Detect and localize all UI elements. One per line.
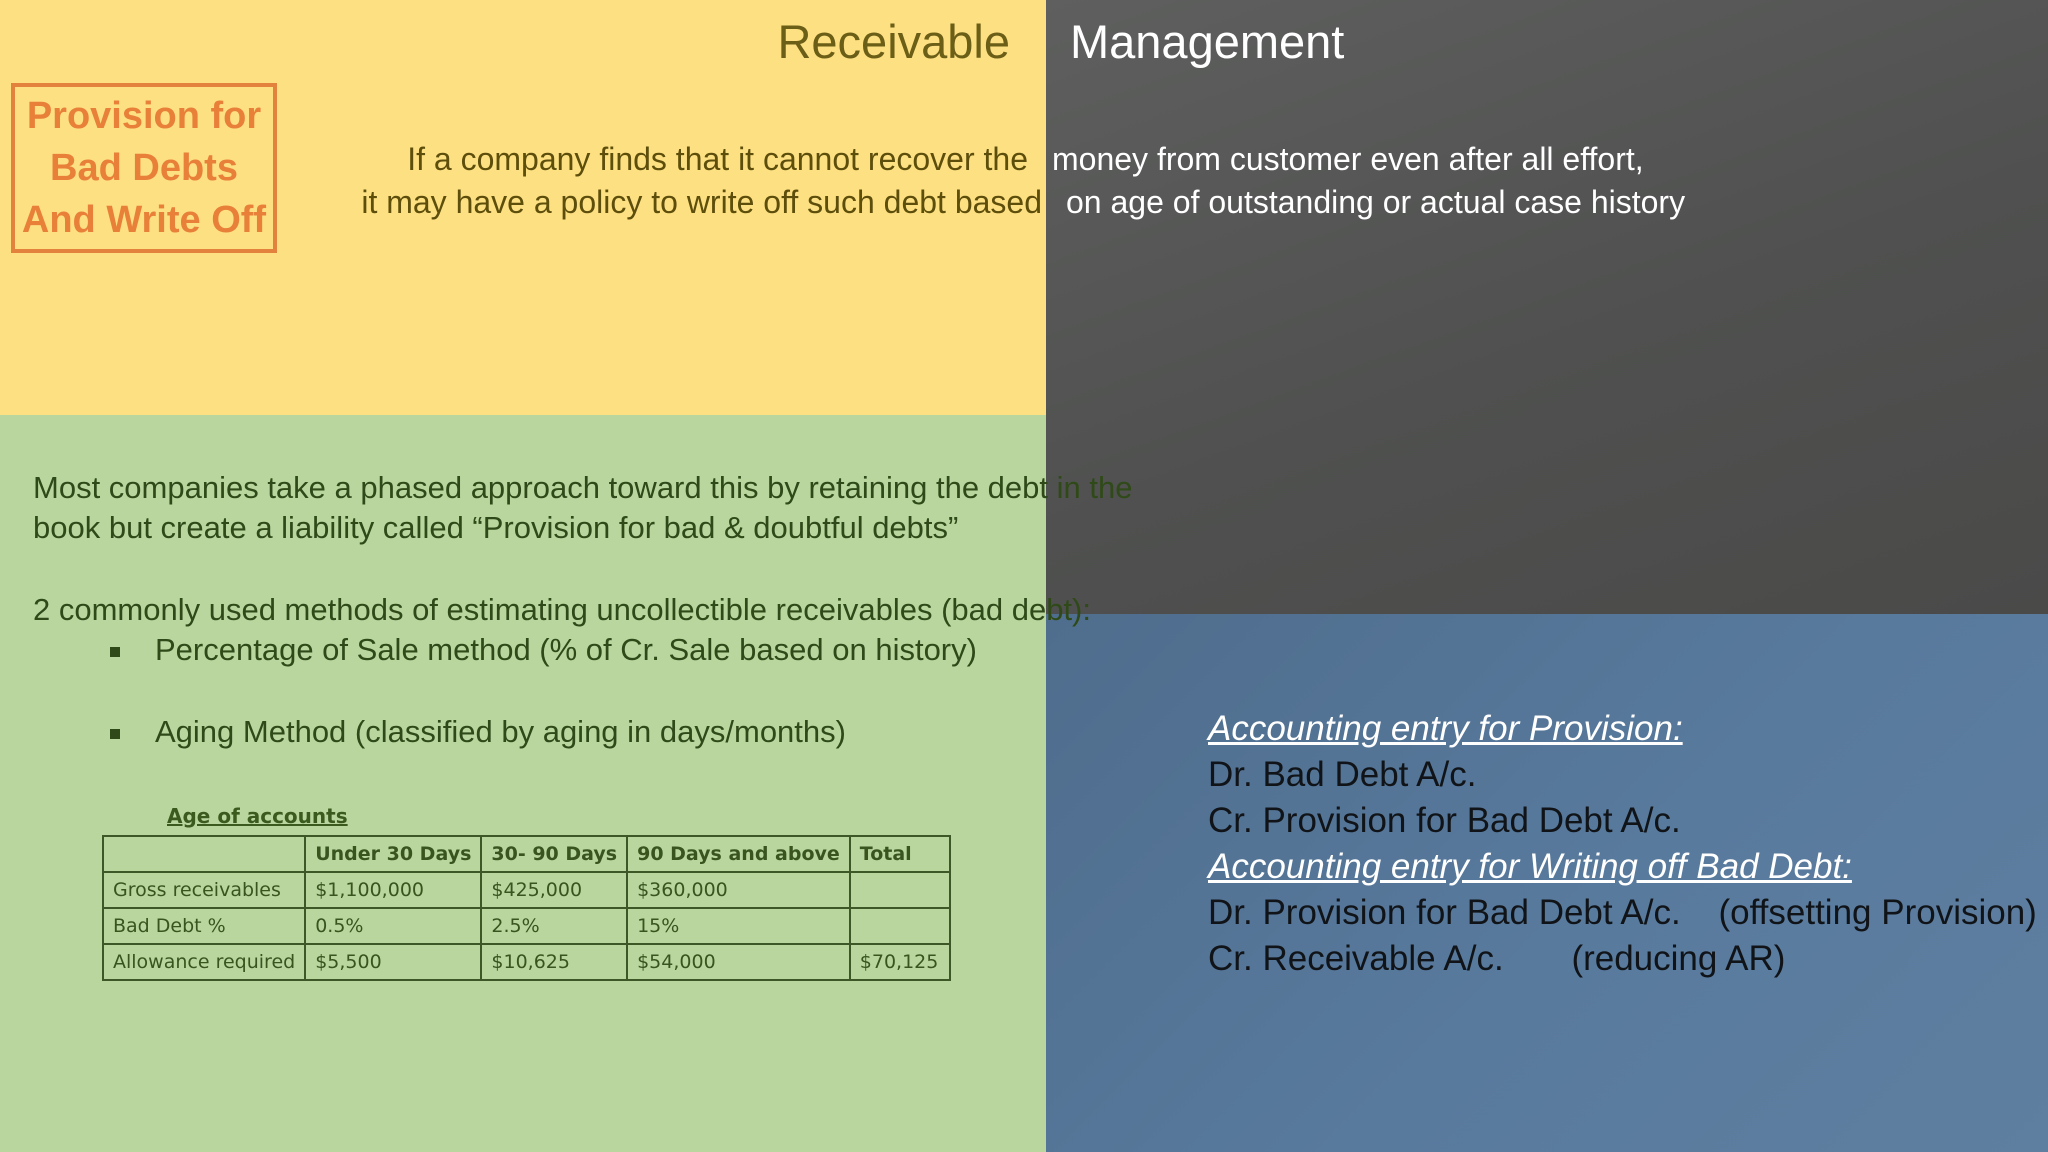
badge-line-1: Provision for xyxy=(26,95,262,137)
table-cell: $1,100,000 xyxy=(305,872,481,908)
table-header-cell: 30- 90 Days xyxy=(481,836,627,872)
table-header-cell: Under 30 Days xyxy=(305,836,481,872)
phased-approach-line1: Most companies take a phased approach toward this by retaining the debt in the xyxy=(33,470,1133,505)
table-cell: $70,125 xyxy=(850,944,950,980)
intro-line2-right: on age of outstanding or actual case history xyxy=(1066,184,1686,220)
table-cell: Gross receivables xyxy=(103,872,305,908)
methods-intro: 2 commonly used methods of estimating uncollectible receivables (bad debt): xyxy=(33,592,1091,627)
table-row xyxy=(103,908,950,944)
title-management: Management xyxy=(1070,15,1345,68)
table-cell: 2.5% xyxy=(481,908,627,944)
table-cell: $10,625 xyxy=(481,944,627,980)
writeoff-debit-line xyxy=(1208,893,2037,933)
table-cell: Bad Debt % xyxy=(103,908,305,944)
table-cell: 15% xyxy=(627,908,850,944)
bullet-text: Aging Method (classified by aging in days/months) xyxy=(155,714,846,749)
writeoff-credit-note: (reducing AR) xyxy=(1571,939,1786,978)
table-cell: $360,000 xyxy=(627,872,850,908)
bullet-text: Percentage of Sale method (% of Cr. Sale based on history) xyxy=(155,632,977,667)
title-receivable: Receivable xyxy=(777,15,1010,68)
bullet-item-percentage-method xyxy=(110,632,977,668)
table-row xyxy=(103,872,950,908)
gray-panel xyxy=(1046,0,2048,614)
table-cell xyxy=(850,872,950,908)
writeoff-debit-note: (offsetting Provision) xyxy=(1718,893,2037,932)
intro-line2-left: it may have a policy to write off such debt based xyxy=(361,184,1042,220)
intro-line1-left: If a company finds that it cannot recover the xyxy=(407,141,1028,177)
provision-entry-heading: Accounting entry for Provision: xyxy=(1208,709,1683,748)
bullet-item-aging-method xyxy=(110,714,846,750)
table-header-cell: Total xyxy=(850,836,950,872)
table-cell: $5,500 xyxy=(305,944,481,980)
table-cell: 0.5% xyxy=(305,908,481,944)
aging-table xyxy=(102,835,951,981)
badge-line-2: Bad Debts xyxy=(50,147,238,189)
provision-debit-line: Dr. Bad Debt A/c. xyxy=(1208,755,1477,794)
square-bullet-icon xyxy=(110,647,120,657)
aging-table-caption: Age of accounts xyxy=(167,804,348,828)
table-header-cell xyxy=(103,836,305,872)
writeoff-credit-text: Cr. Receivable A/c. xyxy=(1208,939,1504,978)
square-bullet-icon xyxy=(110,729,120,739)
topic-badge xyxy=(11,83,277,253)
table-cell: $54,000 xyxy=(627,944,850,980)
table-cell: $425,000 xyxy=(481,872,627,908)
table-header-cell: 90 Days and above xyxy=(627,836,850,872)
table-cell: Allowance required xyxy=(103,944,305,980)
writeoff-entry-heading: Accounting entry for Writing off Bad Debt: xyxy=(1208,847,1852,886)
intro-line1-right: money from customer even after all effort, xyxy=(1052,141,1644,177)
table-cell xyxy=(850,908,950,944)
provision-credit-line: Cr. Provision for Bad Debt A/c. xyxy=(1208,801,1681,840)
table-row xyxy=(103,944,950,980)
badge-line-3: And Write Off xyxy=(21,199,267,241)
phased-approach-line2: book but create a liability called “Provision for bad & doubtful debts” xyxy=(33,510,959,545)
table-header-row xyxy=(103,836,950,872)
writeoff-debit-text: Dr. Provision for Bad Debt A/c. xyxy=(1208,893,1681,932)
writeoff-credit-line xyxy=(1208,939,1785,979)
